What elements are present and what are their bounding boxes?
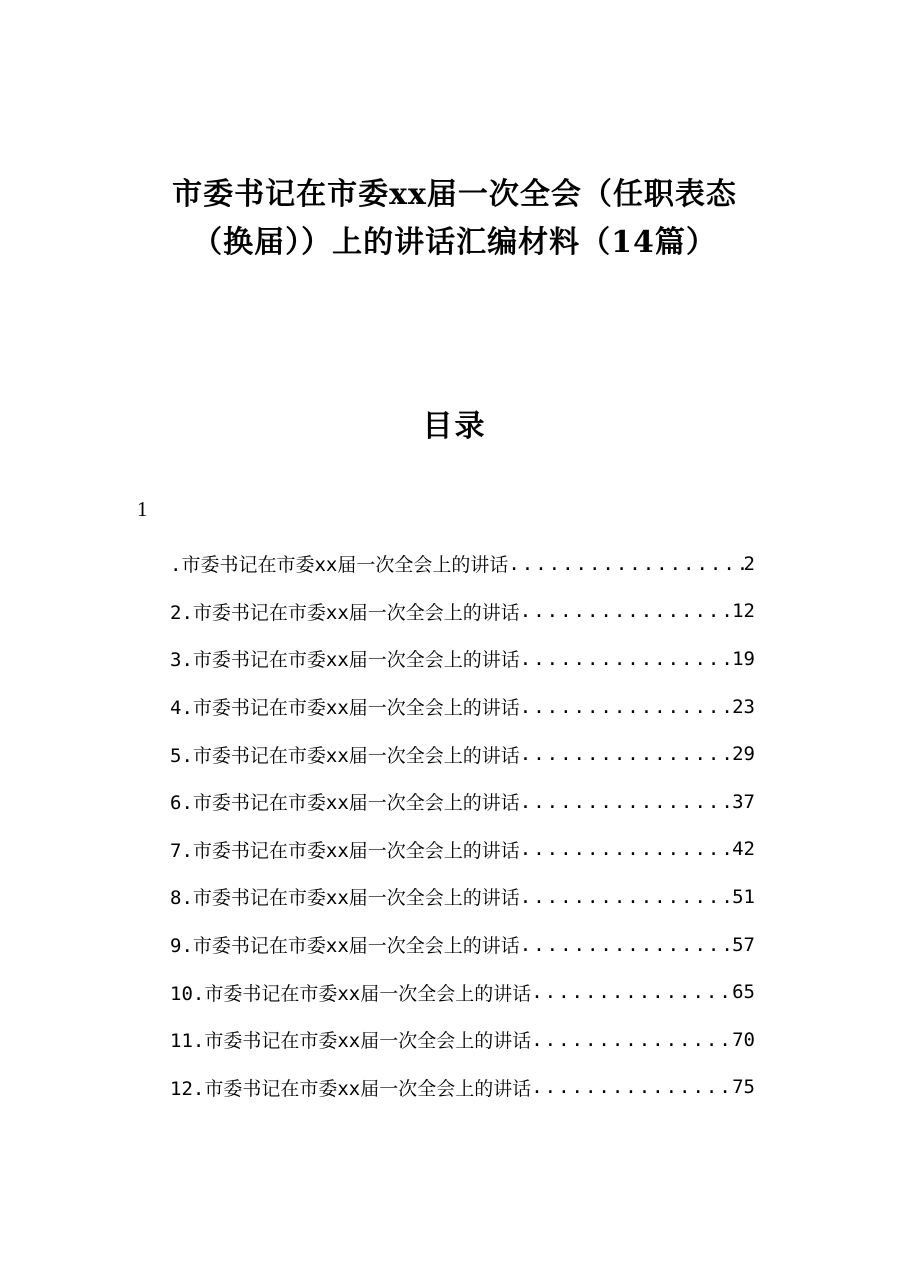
toc-entry-title: 10.市委书记在市委xx届一次全会上的讲话 (170, 982, 532, 1005)
toc-page-number: 70 (732, 1028, 755, 1051)
toc-entry[interactable] (170, 968, 755, 1016)
title-line-1: 市委书记在市委xx届一次全会（任职表态 (172, 177, 737, 212)
toc-entry[interactable] (170, 730, 755, 778)
toc-entry[interactable] (170, 826, 755, 874)
toc-entry-title: 12.市委书记在市委xx届一次全会上的讲话 (170, 1077, 532, 1100)
toc-page-number: 51 (732, 885, 755, 908)
toc-entry-title: 11.市委书记在市委xx届一次全会上的讲话 (170, 1030, 532, 1053)
table-of-contents (170, 540, 755, 1111)
toc-page-number: 75 (732, 1076, 755, 1099)
toc-entry[interactable] (170, 1064, 755, 1112)
toc-page-number: 37 (732, 790, 755, 813)
toc-entry-title: 5.市委书记在市委xx届一次全会上的讲话 (170, 744, 520, 767)
toc-leader-dots (531, 981, 732, 1003)
toc-leader-dots (520, 600, 732, 622)
toc-leader-dots (520, 743, 732, 765)
toc-page-number: 57 (732, 933, 755, 956)
toc-entry-title: 3.市委书记在市委xx届一次全会上的讲话 (170, 649, 520, 672)
toc-entry[interactable] (170, 921, 755, 969)
toc-entry-title: 9.市委书记在市委xx届一次全会上的讲话 (170, 935, 520, 958)
toc-entry[interactable] (170, 778, 755, 826)
toc-entry-title: 4.市委书记在市委xx届一次全会上的讲话 (170, 697, 520, 720)
toc-page-number: 12 (732, 600, 755, 623)
stray-number: 1 (137, 497, 148, 521)
toc-leader-dots (520, 934, 732, 956)
toc-page-number: 29 (732, 743, 755, 766)
toc-page-number: 2 (743, 552, 755, 575)
toc-entry[interactable] (170, 588, 755, 636)
toc-leader-dots (520, 838, 732, 860)
toc-page-number: 19 (732, 647, 755, 670)
toc-entry-title: 2.市委书记在市委xx届一次全会上的讲话 (170, 601, 520, 624)
toc-leader-dots (508, 553, 743, 575)
toc-entry-title: 7.市委书记在市委xx届一次全会上的讲话 (170, 839, 520, 862)
toc-entry[interactable] (170, 873, 755, 921)
toc-leader-dots (520, 696, 732, 718)
toc-entry-title: 6.市委书记在市委xx届一次全会上的讲话 (170, 792, 520, 815)
toc-page-number: 65 (732, 981, 755, 1004)
toc-page-number: 42 (732, 838, 755, 861)
toc-leader-dots (531, 1076, 732, 1098)
toc-heading: 目录 (422, 409, 487, 444)
toc-leader-dots (520, 886, 732, 908)
toc-entry[interactable] (170, 635, 755, 683)
toc-entry[interactable] (170, 540, 755, 588)
toc-leader-dots (531, 1029, 732, 1051)
toc-entry[interactable] (170, 683, 755, 731)
toc-leader-dots (520, 648, 732, 670)
toc-page-number: 23 (732, 695, 755, 718)
toc-entry-title: .市委书记在市委xx届一次全会上的讲话 (170, 554, 509, 577)
toc-leader-dots (520, 791, 732, 813)
toc-entry[interactable] (170, 1016, 755, 1064)
toc-entry-title: 8.市委书记在市委xx届一次全会上的讲话 (170, 887, 520, 910)
title-line-2: （换届））上的讲话汇编材料（14篇） (192, 225, 717, 260)
